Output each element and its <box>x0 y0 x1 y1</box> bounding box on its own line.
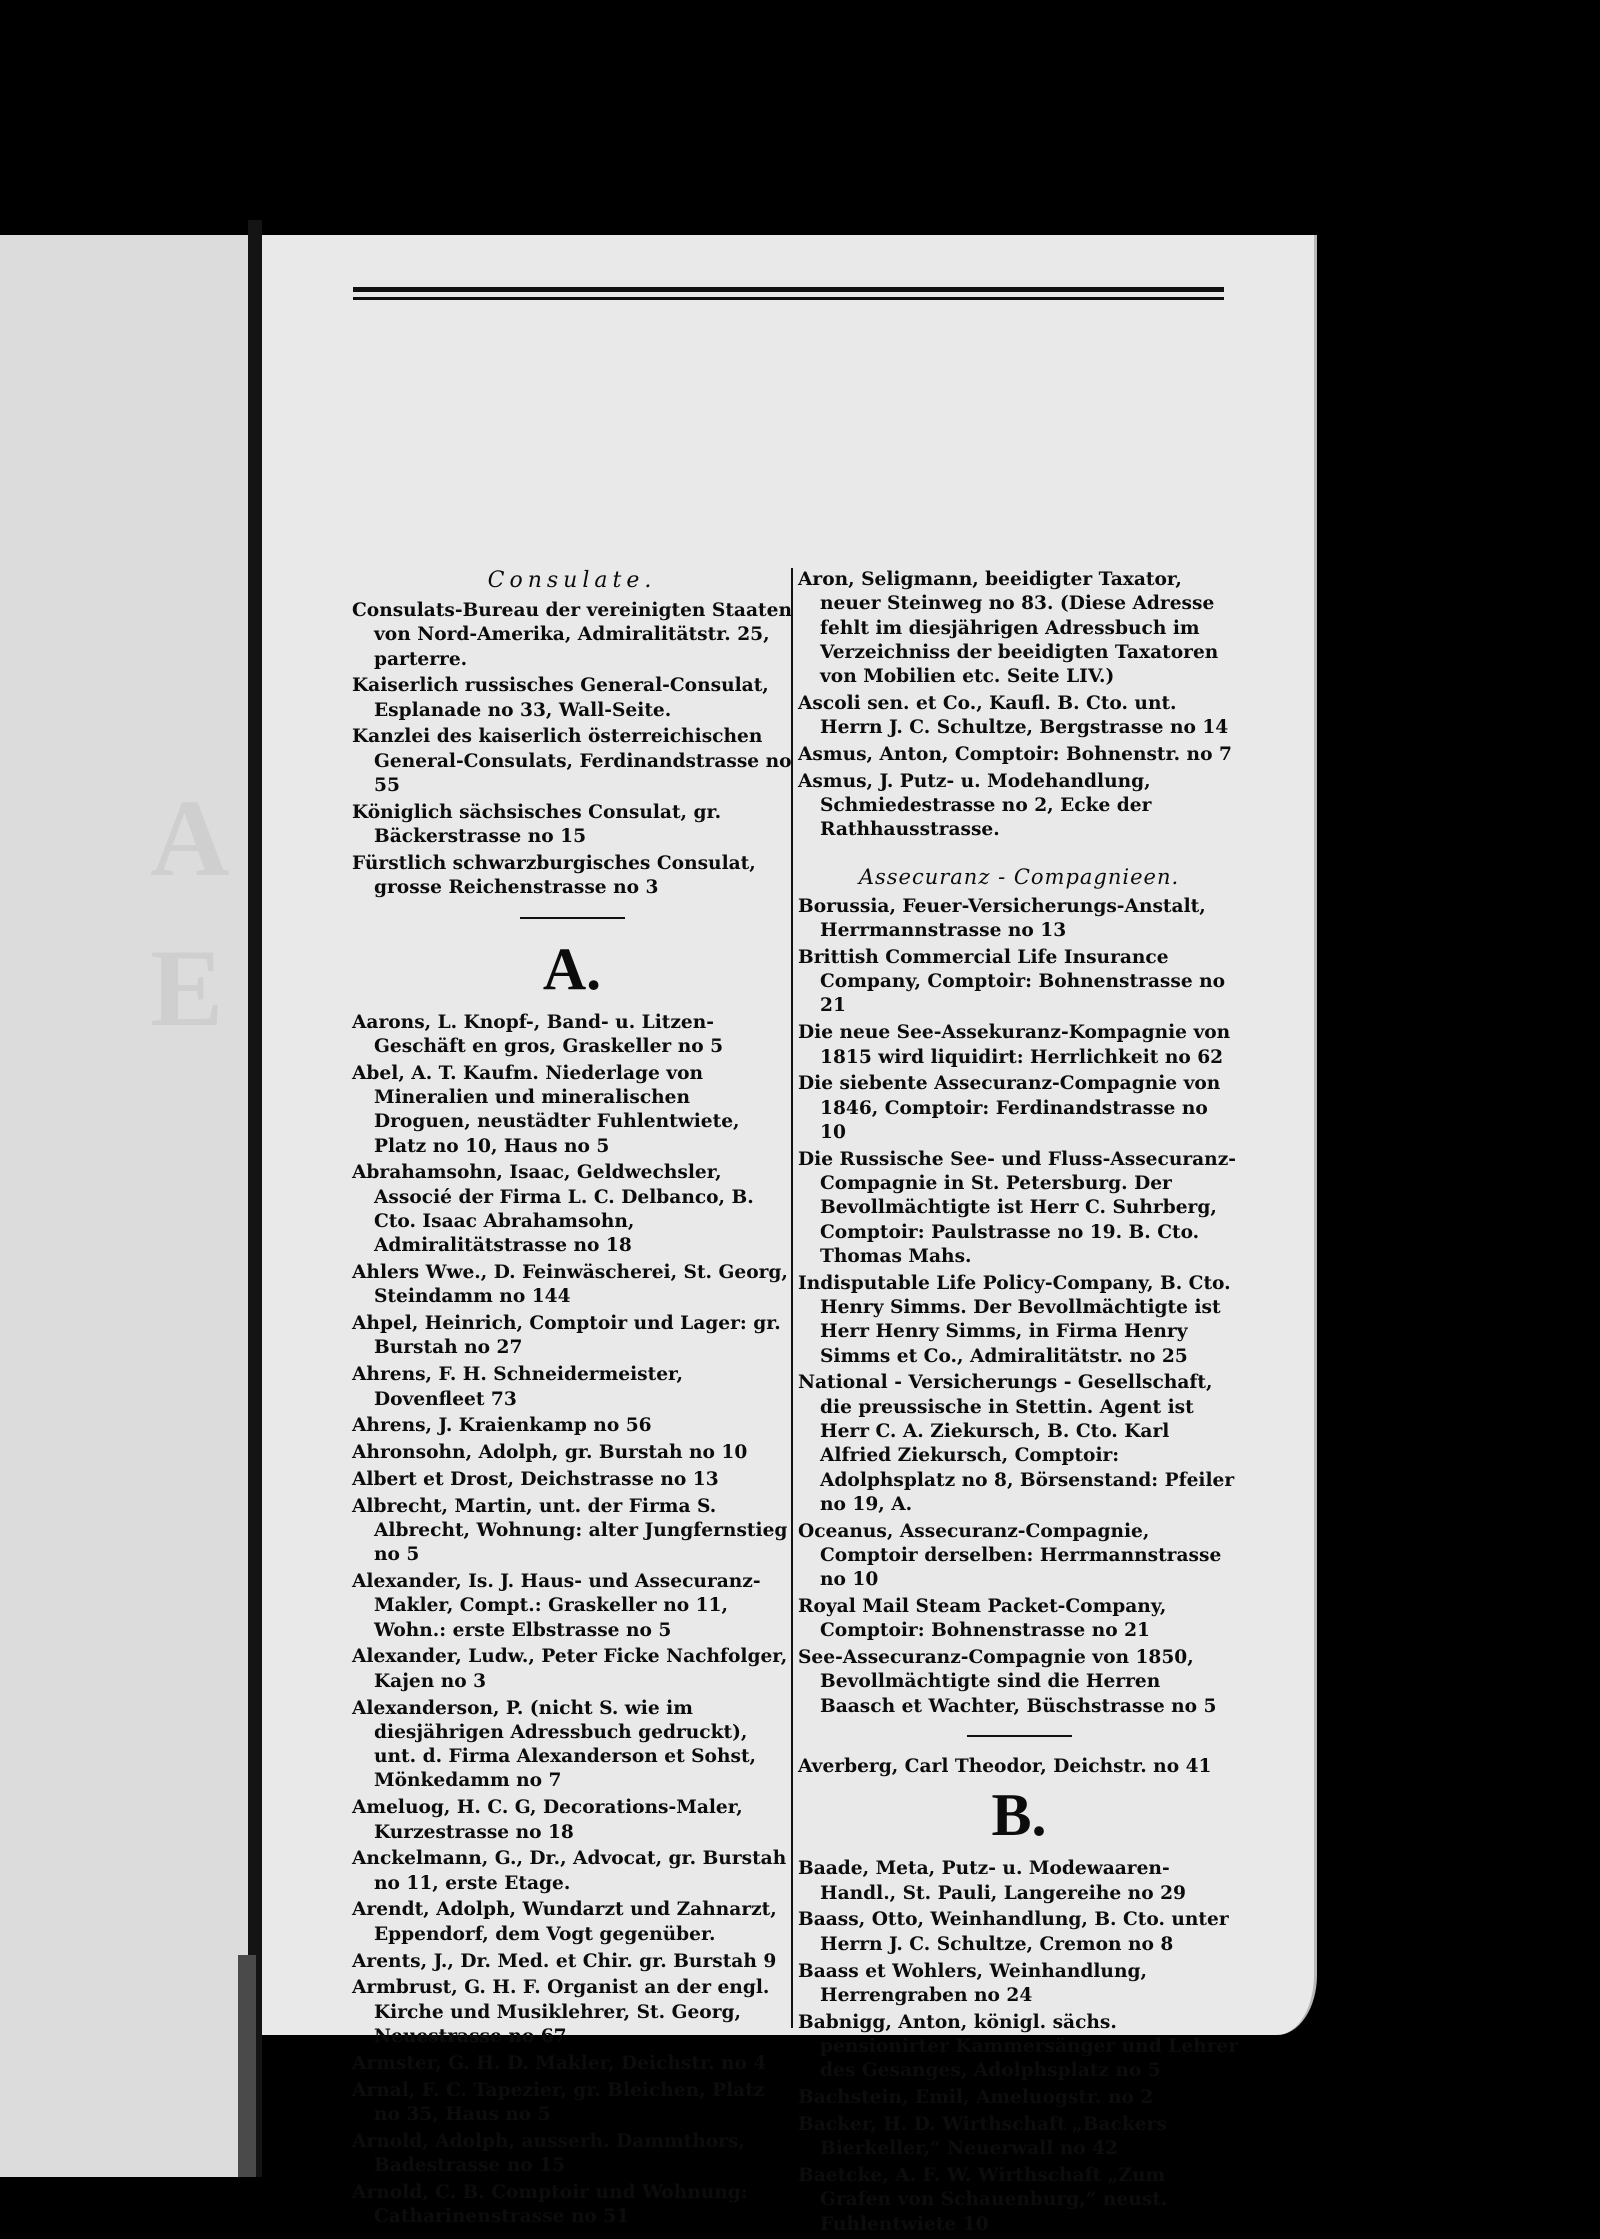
left-page <box>0 235 248 2177</box>
directory-entry: Albert et Drost, Deichstrasse no 13 <box>352 1468 719 1490</box>
directory-entry: Asmus, Anton, Comptoir: Bohnenstr. no 7 <box>798 744 1232 766</box>
spine-strip <box>238 1955 256 2177</box>
directory-entry: Baass et Wohlers, Weinhandlung, Herrengraben no 24 <box>798 1960 1147 2006</box>
left-column <box>352 568 792 2232</box>
directory-entry: Arnold, C. B. Comptoir und Wohnung: Catharinenstrasse no 51 <box>352 2181 748 2228</box>
assecuranz-entry: Brittish Commercial Life Insurance Company, Comptoir: Bohnenstrasse no 21 <box>798 946 1226 1017</box>
assecuranz-entry: See-Assecuranz-Compagnie von 1850, Bevollmächtigte sind die Herren Baasch et Wachter, Büschstrasse no 5 <box>798 1647 1217 1717</box>
bleed-letter: A <box>150 777 230 899</box>
bleed-letter: E <box>150 927 224 1049</box>
directory-entry: Ahrens, J. Kraienkamp no 56 <box>352 1415 652 1437</box>
directory-entry: Abel, A. T. Kaufm. Niederlage von Mineralien und mineralischen Droguen, neustädter Fuhlentwiete, Platz no 10, Haus no 5 <box>352 1062 740 1157</box>
right-column <box>798 568 1240 2239</box>
directory-entry: Albrecht, Martin, unt. der Firma S. Albrecht, Wohnung: alter Jungfernstieg no 5 <box>352 1495 788 1566</box>
assecuranz-entry: Royal Mail Steam Packet-Company, Comptoir: Bohnenstrasse no 21 <box>798 1596 1167 1642</box>
directory-entry: Aarons, L. Knopf-, Band- u. Litzen-Geschäft en gros, Graskeller no 5 <box>352 1011 724 1057</box>
directory-entry: Alexanderson, P. (nicht S. wie im diesjährigen Adressbuch gedruckt), unt. d. Firma Alexanderson et Sohst, Mönkedamm no 7 <box>352 1697 757 1792</box>
directory-entry: Ahlers Wwe., D. Feinwäscherei, St. Georg, Steindamm no 144 <box>352 1262 788 1308</box>
directory-entry: Ahrens, F. H. Schneidermeister, Dovenfleet 73 <box>352 1364 683 1410</box>
assecuranz-entry: Oceanus, Assecuranz-Compagnie, Comptoir derselben: Herrmannstrasse no 10 <box>798 1520 1222 1591</box>
directory-entry: Arnold, Adolph, ausserh. Dammthors, Badestrasse no 15 <box>352 2130 745 2176</box>
letter-heading-b: B. <box>991 1782 1047 1849</box>
assecuranz-heading: Assecuranz - Compagnieen. <box>858 864 1180 889</box>
header-rule-thin <box>353 297 1224 300</box>
directory-entry: Babnigg, Anton, königl. sächs. pensionirter Kammersänger und Lehrer des Gesanges, Adolphsplatz no 5 <box>798 2011 1239 2082</box>
directory-entry: Ahpel, Heinrich, Comptoir und Lager: gr. Burstah no 27 <box>352 1313 781 1359</box>
directory-entry: Alexander, Is. J. Haus- und Assecuranz-Makler, Compt.: Graskeller no 11, Wohn.: erste Elbstrasse no 5 <box>352 1571 761 1641</box>
consulate-entry: Königlich sächsisches Consulat, gr. Bäckerstrasse no 15 <box>352 801 722 848</box>
directory-entry: Ameluog, H. C. G, Decorations-Maler, Kurzestrasse no 18 <box>352 1797 743 1843</box>
directory-entry: Bachstein, Emil, Ameluogstr. no 2 <box>798 2087 1154 2109</box>
assecuranz-list <box>798 895 1240 1719</box>
directory-entry: Armster, G. H. D. Makler, Deichstr. no 4 <box>352 2052 767 2074</box>
directory-entry: Abrahamsohn, Isaac, Geldwechsler, Associé der Firma L. C. Delbanco, B. Cto. Isaac Abrahamsohn, Admiralitätstrasse no 18 <box>352 1162 754 1257</box>
directory-entry: Aron, Seligmann, beeidigter Taxator, neuer Steinweg no 83. (Diese Adresse fehlt im diesjährigen Adressbuch im Verzeichniss der beeidigten Taxatoren von Mobilien etc. Seite LIV.) <box>798 569 1219 688</box>
directory-entry: Baetcke, A. F. W. Wirthschaft „Zum Grafen von Schauenburg,“ neust. Fuhlentwiete 10 <box>798 2164 1168 2235</box>
directory-entry: Baass, Otto, Weinhandlung, B. Cto. unter Herrn J. C. Schultze, Cremon no 8 <box>798 1909 1229 1955</box>
directory-entry: Arendt, Adolph, Wundarzt und Zahnarzt, Eppendorf, dem Vogt gegenüber. <box>352 1899 777 1945</box>
assecuranz-entry: Borussia, Feuer-Versicherungs-Anstalt, Herrmannstrasse no 13 <box>798 895 1206 942</box>
directory-entry: Armbrust, G. H. F. Organist an der engl. Kirche und Musiklehrer, St. Georg, Neuestrasse no 67 <box>352 1977 770 2047</box>
directory-entry: Baade, Meta, Putz- u. Modewaaren-Handl., St. Pauli, Langereihe no 29 <box>798 1858 1186 1904</box>
directory-entry: Backer, H. D. Wirthschaft „Backers Bierkeller,“ Neuerwall no 42 <box>798 2113 1167 2160</box>
consulate-entry: Fürstlich schwarzburgisches Consulat, grosse Reichenstrasse no 3 <box>352 852 756 899</box>
header-rule-thick <box>353 287 1224 292</box>
assecuranz-entry: Die Russische See- und Fluss-Assecuranz-Compagnie in St. Petersburg. Der Bevollmächtigte ist Herr C. Suhrberg, Comptoir: Paulstrasse no 19. B. Cto. Thomas Mahs. <box>798 1148 1236 1267</box>
directory-entry: Alexander, Ludw., Peter Ficke Nachfolger, Kajen no 3 <box>352 1646 788 1692</box>
directory-entry: Asmus, J. Putz- u. Modehandlung, Schmiedestrasse no 2, Ecke der Rathhausstrasse. <box>798 770 1152 841</box>
section-divider <box>967 1735 1072 1737</box>
book-spine <box>248 220 262 2177</box>
consulate-entry: Kaiserlich russisches General-Consulat, Esplanade no 33, Wall-Seite. <box>352 675 769 721</box>
consulate-list <box>352 599 792 901</box>
consulate-entry: Consulats-Bureau der vereinigten Staaten von Nord-Amerika, Admiralitätstr. 25, parterre. <box>352 600 792 670</box>
directory-entry: Averberg, Carl Theodor, Deichstr. no 41 <box>798 1756 1212 1778</box>
directory-entry: Anckelmann, G., Dr., Advocat, gr. Burstah no 11, erste Etage. <box>352 1848 787 1894</box>
a-continued-list <box>798 568 1240 843</box>
directory-entry: Arents, J., Dr. Med. et Chir. gr. Burstah 9 <box>352 1950 777 1972</box>
section-divider <box>520 917 625 919</box>
directory-entry: Arnal, F. C. Tapezier, gr. Bleichen, Platz no 35, Haus no 5 <box>352 2079 765 2125</box>
assecuranz-entry: Die neue See-Assekuranz-Kompagnie von 1815 wird liquidirt: Herrlichkeit no 62 <box>798 1022 1231 1068</box>
b-entries-list <box>798 1857 1240 2236</box>
directory-entry: Ahronsohn, Adolph, gr. Burstah no 10 <box>352 1442 748 1464</box>
consulate-heading: Consulate. <box>487 568 657 593</box>
assecuranz-entry: Die siebente Assecuranz-Compagnie von 1846, Comptoir: Ferdinandstrasse no 10 <box>798 1073 1221 1143</box>
consulate-entry: Kanzlei des kaiserlich österreichischen General-Consulats, Ferdinandstrasse no 55 <box>352 726 792 797</box>
directory-entry: Ascoli sen. et Co., Kaufl. B. Cto. unt. Herrn J. C. Schultze, Bergstrasse no 14 <box>798 692 1229 739</box>
letter-heading-a: A. <box>542 935 602 1002</box>
a-entries-list <box>352 1011 792 2230</box>
assecuranz-entry: National - Versicherungs - Gesellschaft, die preussische in Stettin. Agent ist Herr C. A. Ziekursch, B. Cto. Karl Alfried Ziekursch, Comptoir: Adolphsplatz no 8, Börsenstand: Pfeiler no 19, A. <box>798 1372 1235 1515</box>
assecuranz-entry: Indisputable Life Policy-Company, B. Cto. Henry Simms. Der Bevollmächtigte ist Herr Henry Simms, in Firma Henry Simms et Co., Admiralitätstr. no 25 <box>798 1272 1231 1367</box>
